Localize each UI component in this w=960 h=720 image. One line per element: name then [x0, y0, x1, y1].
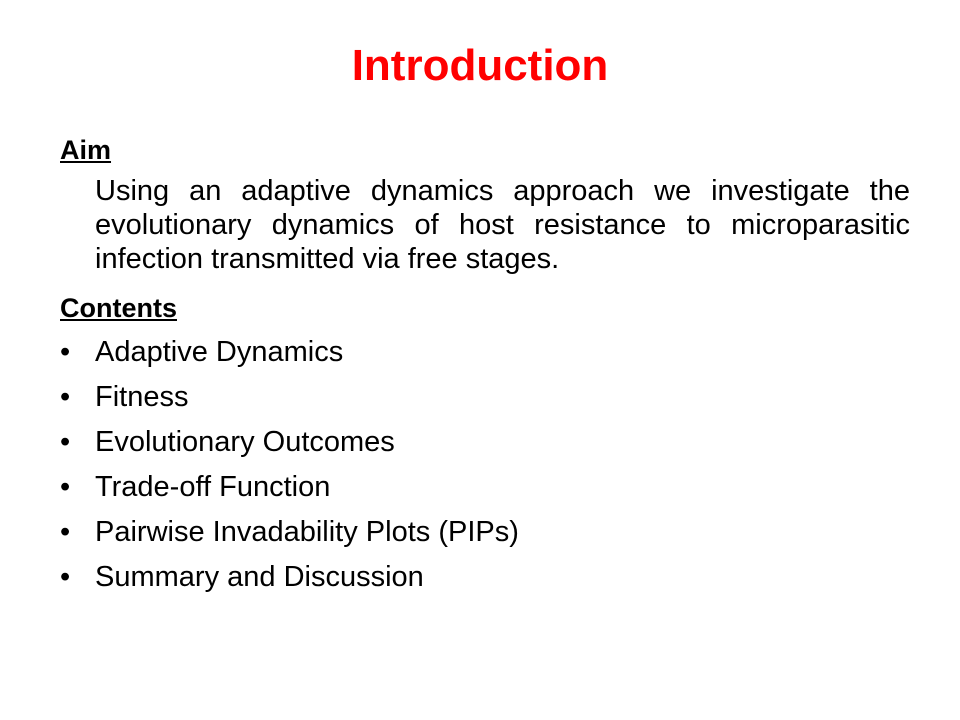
aim-paragraph: Using an adaptive dynamics approach we investigate the evolutionary dynamics of host resistance to microparasitic infection transmitted via free stages.	[95, 175, 910, 275]
slide-title: Introduction	[351, 41, 609, 90]
contents-item	[60, 465, 910, 510]
contents-item	[60, 510, 910, 555]
contents-heading: Contents	[60, 293, 177, 323]
contents-item-label: Pairwise Invadability Plots (PIPs)	[95, 516, 519, 548]
aim-heading: Aim	[60, 135, 112, 165]
contents-item	[60, 330, 910, 375]
contents-item-label: Fitness	[95, 381, 189, 413]
contents-item-label: Trade-off Function	[95, 471, 331, 503]
bullet-icon: •	[60, 516, 71, 548]
contents-item-label: Adaptive Dynamics	[95, 336, 344, 368]
contents-item	[60, 555, 910, 600]
contents-item	[60, 420, 910, 465]
contents-list	[60, 330, 910, 600]
contents-item	[60, 375, 910, 420]
slide-body	[60, 128, 910, 600]
contents-item-label: Evolutionary Outcomes	[95, 426, 395, 458]
bullet-icon: •	[60, 471, 71, 503]
bullet-icon: •	[60, 381, 71, 413]
bullet-icon: •	[60, 336, 71, 368]
bullet-icon: •	[60, 561, 71, 593]
contents-item-label: Summary and Discussion	[95, 561, 424, 593]
bullet-icon: •	[60, 426, 71, 458]
